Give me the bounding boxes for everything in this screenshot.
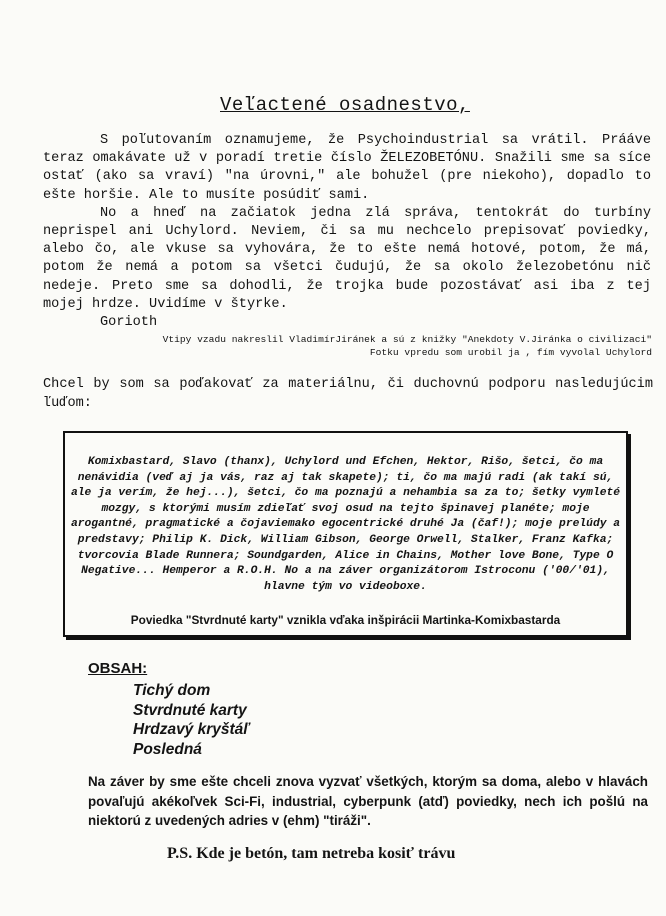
contents-title: OBSAH: xyxy=(88,660,148,677)
contents-list xyxy=(133,681,249,759)
page-heading: Veľactené osadnestvo, xyxy=(220,94,470,116)
intro-paragraph-1: S poľutovaním oznamujeme, že Psychoindustrial sa vrátil. Prááve teraz omakávate už v poradí tretie číslo ŽELEZOBETÓNU. Snažili sme sa síce ostať (ako sa vraví) "na úrovni," ale bohužel (pre niekoho), dopadlo to ešte horšie. Ale to musíte posúdiť sami. xyxy=(43,133,651,203)
contents-item: Tichý dom xyxy=(133,682,211,699)
closing-appeal: Na záver by sme ešte chceli znova vyzvať všetkých, ktorým sa doma, alebo v hlavách povaľujú akékoľvek Sci-Fi, industrial, cyberpunk (atď) poviedky, nech ich pošlú na niektorú z uvedených adries v (ehm) "tiráži". xyxy=(88,774,648,828)
thanks-box xyxy=(63,431,628,637)
credits xyxy=(80,333,652,359)
credits-line-photo: Fotku vpredu som urobil ja , fím vyvolal Uchylord xyxy=(369,347,652,358)
credits-line-drawings: Vtipy vzadu nakreslil VladimírJiránek a sú z knižky "Anekdoty V.Jiránka o civilizaci" xyxy=(162,334,652,345)
contents-item: Stvrdnuté karty xyxy=(133,701,247,719)
intro-paragraph-2: No a hneď na začiatok jedna zlá správa, tentokrát do turbíny neprispel ani Uchylord. Neviem, či sa mu nechcelo prepisovať poviedky, alebo čo, ale vkuse sa vyhovára, že to ešte nemá hotové, potom, že má, potom že nemá a potom sa všetci čudujú, že sa okolo železobetónu nič nedeje. Preto sme sa dohodli, že trojka bude pozostávať asi iba z tej mojej hrdze. Uvidíme v štyrke. xyxy=(43,205,651,312)
contents-item: Posledná xyxy=(133,740,202,758)
thanks-intro: Chcel by som sa poďakovať za materiálnu, či duchovnú podporu nasledujúcim ľuďom: xyxy=(43,377,653,411)
thanks-names: Komixbastard, Slavo (thanx), Uchylord und Efchen, Hektor, Rišo, šetci, čo ma nenávidia (veď aj ja vás, raz aj tak skapete); ti, čo ma majú radi (ak takí sú, ale ja verím, že hej...), šetci, čo ma poznajú a nehambia sa za to; šetky vymleté mozgy, s ktorými musím zdieľať svoj osud na tejto špinavej planéte; moje arogantné, pragmatické a čojaviemako egocentrické druhé Ja (čaf!); moje prelúdy a predstavy; Philip K. Dick, William Gibson, George Orwell, Stalker, Franz Kafka; tvorcovia Blade Runnera; Soundgarden, Alice in Chains, Mother love Bone, Type O Negative... Hemperor a R.O.H. No a na záver organizátorom Istroconu ('00/'01), hlavne tým vo videoboxe. xyxy=(70,456,621,593)
intro-text xyxy=(43,132,651,332)
postscript: P.S. Kde je betón, tam netreba kosiť trávu xyxy=(167,845,456,862)
story-inspiration-note: Poviedka "Stvrdnuté karty" vznikla vďaka inšpirácii Martinka-Komixbastarda xyxy=(130,613,561,627)
contents-item: Hrdzavý kryštáľ xyxy=(133,721,250,738)
signature: Gorioth xyxy=(100,315,158,331)
